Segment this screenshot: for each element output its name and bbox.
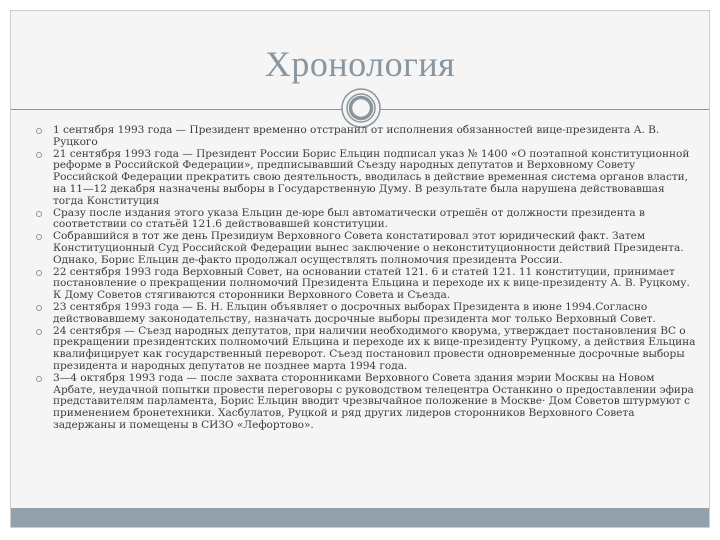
list-item [36, 373, 696, 432]
slide-title: Хронология [264, 44, 456, 84]
list-item [36, 302, 696, 326]
list-item [36, 208, 696, 232]
bullet-icon [36, 234, 42, 240]
list-item-text: Сразу после издания этого указа Ельцин де-юре был автоматически отрешён от должности президента в соответствии со статьёй 121.6 действовавшей конституции. [53, 206, 645, 231]
double-ring-ornament-icon [341, 88, 381, 128]
list-item [36, 149, 696, 208]
list-item-text: 23 сентября 1993 года — Б. Н. Ельцин объявляет о досрочных выборах Президента в июне 1994.Согласно действовавшему законодательству, назначать досрочные выборы президента мог только Верховный Совет. [53, 300, 656, 325]
bullet-icon [36, 128, 42, 134]
bullet-icon [36, 270, 42, 276]
bullet-icon [36, 329, 42, 335]
list-item-text: 22 сентября 1993 года Верховный Совет, на основании статей 121. 6 и статей 121. 11 конституции, принимает постановление о прекращении полномочий Президента Ельцина и переходе их к вице-президенту А. В. Руцкому. К Дому Советов стягиваются сторонники Верховного Совета и Съезда. [53, 265, 690, 302]
list-item-text: Собравшийся в тот же день Президиум Верховного Совета констатировал этот юридический факт. Затем Конституционный Суд Российской Федерации вынес заключение о неконституционности действий Президента. Однако, Борис Ельцин де-факто продолжал осуществлять полномочия президента России. [53, 230, 684, 266]
list-item-text: 24 сентября — Съезд народных депутатов, при наличии необходимого кворума, утверждает постановления ВС о прекращении президентских полномочий Ельцина и переходе их к вице-президенту Руцкому, а действия Ельцина квалифицирует как государственный переворот. Съезд постановил провести одновременные досрочные выборы президента и народных депутатов не позднее марта 1994 года. [53, 324, 696, 372]
slide [10, 10, 710, 528]
list-item [36, 267, 696, 302]
chronology-list [36, 125, 696, 432]
list-item [36, 125, 696, 149]
list-item-text: 1 сентября 1993 года — Президент временно отстранил от исполнения обязанностей вице-президента А. В. Руцкого [53, 124, 660, 148]
list-item-text: 3—4 октября 1993 года — после захвата сторонниками Верховного Совета здания мэрии Москвы на Новом Арбате, неудачной попытки провести переговоры с руководством телецентра Останкино о предоставлении эфира представителям парламента, Борис Ельцин вводит чрезвычайное положение в Москве· Дом Советов штурмуют с применением бронетехники. Хасбулатов, Руцкой и ряд других лидеров сторонников Верховного Совета задержаны и помещены в СИЗО «Лефортово». [53, 371, 694, 431]
list-item-text: 21 сентября 1993 года — Президент России Борис Ельцин подписал указ № 1400 «О поэтапной конституционной реформе в Российской Федерации», предписывавший Съезду народных депутатов и Верховному Совету Российской Федерации прекратить свою деятельность, вводилась в действие временная система органов власти, на 11—12 декабря назначены выборы в Государственную Думу. В результате была нарушена действовавшая тогда Конституция [53, 147, 690, 207]
bullet-icon [36, 211, 42, 217]
list-item [36, 326, 696, 373]
bullet-icon [36, 305, 42, 311]
list-item [36, 231, 696, 266]
bullet-icon [36, 152, 42, 158]
bottom-accent-band [11, 508, 709, 527]
bullet-icon [36, 376, 42, 382]
